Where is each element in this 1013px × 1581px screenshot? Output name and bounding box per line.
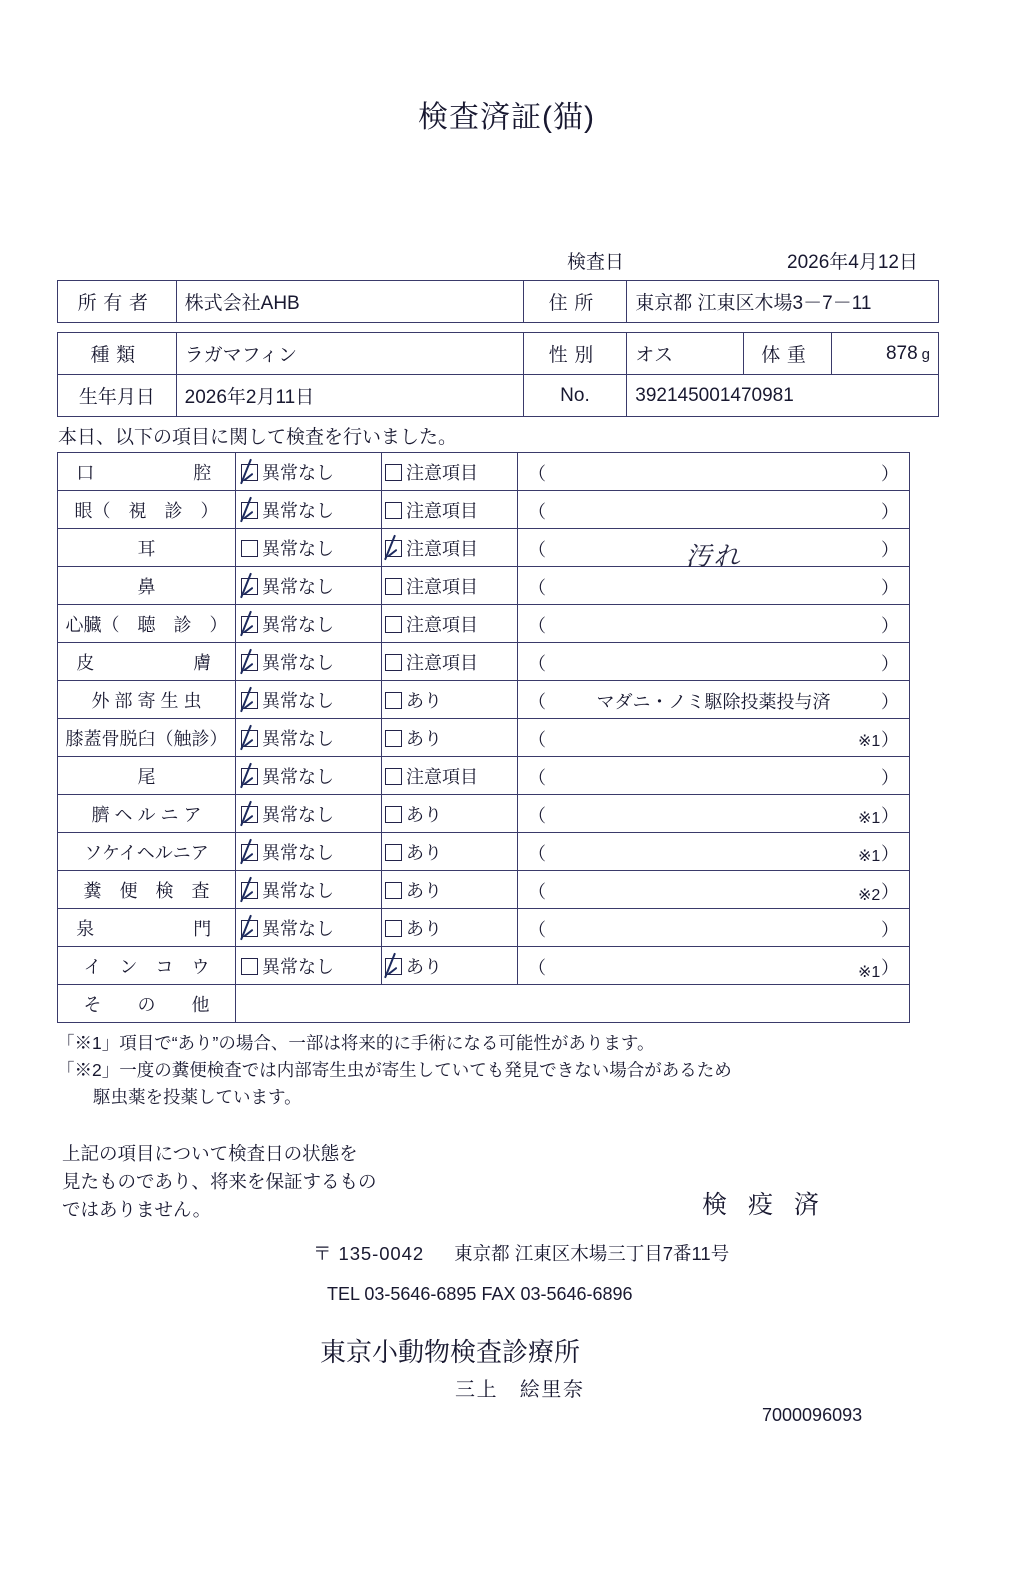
footnote-3: 駆虫薬を投薬しています。 (93, 1087, 302, 1108)
checkbox-label: 異常なし (262, 728, 334, 749)
checkbox-label: あり (406, 880, 442, 901)
checkbox-normal[interactable] (236, 567, 382, 605)
table-row (58, 757, 910, 795)
checkbox-attention[interactable] (382, 719, 518, 757)
checkbox-normal[interactable] (236, 947, 382, 985)
checkbox-attention[interactable] (382, 833, 518, 871)
address-text: 東京都 江東区木場三丁目7番11号 (454, 1243, 730, 1264)
disclaimer (62, 1140, 377, 1223)
checkbox-icon[interactable] (385, 616, 402, 633)
checklist-item-name: 皮 膚 (58, 643, 236, 681)
checkbox-attention[interactable] (382, 643, 518, 681)
paren-left: （ (528, 464, 546, 484)
note-cell[interactable] (518, 871, 910, 909)
checkbox-icon[interactable] (241, 958, 258, 975)
checkbox-label: あり (406, 842, 442, 863)
paren-left: （ (528, 730, 546, 750)
checkbox-label: あり (406, 956, 442, 977)
checkbox-label: 異常なし (262, 880, 334, 901)
footnotes (57, 1030, 732, 1111)
checkbox-icon[interactable] (385, 502, 402, 519)
checkbox-icon[interactable] (241, 920, 258, 937)
checkbox-label: 異常なし (262, 652, 334, 673)
checkbox-label: 異常なし (262, 766, 334, 787)
note-cell[interactable] (518, 643, 910, 681)
table-row (58, 985, 910, 1023)
note-text: 汚れ (685, 542, 742, 572)
paren-right: ） (881, 730, 899, 750)
checklist-item-name: ソケイヘルニア (58, 833, 236, 871)
weight-cell (831, 333, 938, 375)
checkbox-icon[interactable] (241, 882, 258, 899)
table-row (58, 333, 939, 375)
quarantine-stamp: 検 疫 済 (702, 1191, 826, 1219)
checkbox-icon[interactable] (241, 654, 258, 671)
sex-label: 性別 (523, 333, 627, 375)
paren-left: （ (528, 958, 546, 978)
footnote-marker: ※1 (858, 963, 881, 981)
note-cell[interactable] (518, 757, 910, 795)
paren-left: （ (528, 616, 546, 636)
disclaimer-line-2: 見たものであり、将来を保証するもの (62, 1170, 377, 1192)
checkbox-attention[interactable] (382, 567, 518, 605)
table-row (58, 375, 939, 417)
checkbox-icon[interactable] (385, 654, 402, 671)
no-label: No. (523, 375, 627, 417)
table-row (58, 491, 910, 529)
note-cell[interactable] (518, 795, 910, 833)
checkbox-label: 注意項目 (406, 766, 478, 787)
postal-code: 〒 135-0042 (313, 1243, 425, 1264)
checkbox-label: 注意項目 (406, 614, 478, 635)
checkbox-icon[interactable] (385, 730, 402, 747)
checklist-item-name: 泉 門 (58, 909, 236, 947)
paren-left: （ (528, 654, 546, 674)
weight-value: 878 (885, 342, 918, 364)
checkbox-label: あり (406, 918, 442, 939)
table-row (58, 529, 910, 567)
checkbox-label: 注意項目 (406, 576, 478, 597)
checkbox-normal[interactable] (236, 453, 382, 491)
checkbox-attention[interactable] (382, 871, 518, 909)
note-cell[interactable] (518, 605, 910, 643)
exam-date-value: 2026年4月12日 (787, 252, 918, 273)
checkbox-label: 注意項目 (406, 652, 478, 673)
checkbox-icon[interactable] (385, 958, 402, 975)
checkbox-label: 異常なし (262, 576, 334, 597)
table-row (58, 567, 910, 605)
checkbox-normal[interactable] (236, 833, 382, 871)
checkbox-icon[interactable] (385, 768, 402, 785)
footnote-marker: ※1 (858, 848, 881, 865)
checkbox-icon[interactable] (241, 768, 258, 785)
table-row (58, 453, 910, 491)
checkbox-icon[interactable] (241, 844, 258, 861)
footnote-marker: ※2 (858, 886, 881, 904)
checkbox-icon[interactable] (241, 730, 258, 747)
checklist-item-name: そ の 他 (58, 985, 236, 1023)
paren-right: ） (881, 616, 899, 636)
checkbox-label: 異常なし (262, 918, 334, 939)
address-label: 住所 (523, 281, 627, 323)
footnote-marker: ※1 (858, 732, 881, 750)
checkbox-label: あり (406, 690, 442, 711)
page-title: 検査済証(猫) (418, 101, 595, 134)
checkbox-icon[interactable] (385, 540, 402, 557)
table-row (58, 871, 910, 909)
checkbox-icon[interactable] (385, 920, 402, 937)
checkbox-icon[interactable] (385, 578, 402, 595)
clinic-address (313, 1240, 729, 1266)
checklist-item-name: 糞 便 検 査 (58, 871, 236, 909)
note-cell[interactable] (518, 719, 910, 757)
table-row (58, 281, 939, 323)
paren-right: ） (881, 654, 899, 674)
note-cell[interactable] (518, 909, 910, 947)
weight-label: 体重 (744, 333, 832, 375)
checklist-item-name: 尾 (58, 757, 236, 795)
checkbox-icon[interactable] (241, 806, 258, 823)
owner-value: 株式会社AHB (176, 281, 523, 323)
owner-info-table (57, 280, 939, 323)
checklist-item-name: 鼻 (58, 567, 236, 605)
checkbox-icon[interactable] (241, 464, 258, 481)
table-row (58, 719, 910, 757)
checkbox-icon[interactable] (385, 806, 402, 823)
checkbox-icon[interactable] (241, 692, 258, 709)
weight-unit: g (921, 345, 930, 363)
checkbox-attention[interactable] (382, 529, 518, 567)
note-cell[interactable] (518, 681, 910, 719)
checkbox-label: 異常なし (262, 462, 334, 483)
checkbox-icon[interactable] (241, 502, 258, 519)
checkbox-icon[interactable] (385, 844, 402, 861)
checkbox-label: 注意項目 (406, 538, 478, 559)
checkbox-label: 異常なし (262, 804, 334, 825)
checkbox-label: 注意項目 (406, 462, 478, 483)
note-cell[interactable] (518, 833, 910, 871)
checkbox-attention[interactable] (382, 681, 518, 719)
checklist-item-name: 眼（ 視 診 ） (58, 491, 236, 529)
paren-right: ） (881, 540, 899, 560)
animal-info-table (57, 332, 939, 417)
paren-right: ） (881, 502, 899, 522)
table-row (58, 833, 910, 871)
checklist-item-name: 臍 ヘ ル ニ ア (58, 795, 236, 833)
note-cell[interactable] (518, 567, 910, 605)
checklist-item-name: 口 腔 (58, 453, 236, 491)
checkbox-icon[interactable] (241, 540, 258, 557)
paren-right: ） (881, 882, 899, 902)
checkbox-label: 異常なし (262, 690, 334, 711)
checkbox-label: 異常なし (262, 956, 334, 977)
document-number: 7000096093 (762, 1405, 863, 1425)
paren-left: （ (528, 540, 546, 560)
paren-left: （ (528, 578, 546, 598)
paren-right: ） (881, 806, 899, 826)
checkbox-label: 異常なし (262, 538, 334, 559)
checkbox-label: 異常なし (262, 614, 334, 635)
checkbox-attention[interactable] (382, 909, 518, 947)
checkbox-attention[interactable] (382, 605, 518, 643)
checklist-item-name: 膝蓋骨脱臼（触診） (58, 719, 236, 757)
checklist-item-name: 心臓（ 聴 診 ） (58, 605, 236, 643)
checklist-item-name: 外 部 寄 生 虫 (58, 681, 236, 719)
checkbox-label: 注意項目 (406, 500, 478, 521)
checkbox-normal[interactable] (236, 605, 382, 643)
paren-left: （ (528, 502, 546, 522)
checkbox-label: 異常なし (262, 842, 334, 863)
sex-value: オス (627, 333, 744, 375)
paren-left: （ (528, 768, 546, 788)
checkbox-icon[interactable] (241, 616, 258, 633)
table-row (58, 909, 910, 947)
breed-value: ラガマフィン (176, 333, 523, 375)
checkbox-attention[interactable] (382, 453, 518, 491)
checkbox-label: 異常なし (262, 500, 334, 521)
checkbox-icon[interactable] (385, 882, 402, 899)
paren-left: （ (528, 844, 546, 864)
checkbox-normal[interactable] (236, 491, 382, 529)
checkbox-normal[interactable] (236, 909, 382, 947)
clinic-name: 東京小動物検査診療所 (320, 1337, 581, 1367)
checkbox-attention[interactable] (382, 757, 518, 795)
paren-right: ） (881, 844, 899, 864)
paren-left: （ (528, 806, 546, 826)
paren-right: ） (881, 920, 899, 940)
checkbox-normal[interactable] (236, 795, 382, 833)
checkbox-normal[interactable] (236, 871, 382, 909)
checkbox-attention[interactable] (382, 947, 518, 985)
exam-date-label: 検査日 (567, 252, 625, 273)
birth-value: 2026年2月11日 (176, 375, 523, 417)
table-row (58, 643, 910, 681)
checkbox-normal[interactable] (236, 643, 382, 681)
checkbox-normal[interactable] (236, 529, 382, 567)
other-blank-cell[interactable] (236, 985, 910, 1023)
certificate-page (0, 92, 1013, 1581)
address-value: 東京都 江東区木場3－7－11 (627, 281, 939, 323)
checkbox-normal[interactable] (236, 719, 382, 757)
table-row (58, 947, 910, 985)
paren-left: （ (528, 920, 546, 940)
checkbox-icon[interactable] (241, 578, 258, 595)
owner-label: 所有者 (58, 281, 177, 323)
paren-right: ） (881, 958, 899, 978)
checkbox-normal[interactable] (236, 757, 382, 795)
disclaimer-line-1: 上記の項目について検査日の状態を (62, 1143, 358, 1164)
paren-left: （ (528, 692, 546, 712)
checkbox-label: あり (406, 804, 442, 825)
table-row (58, 681, 910, 719)
paren-right: ） (881, 578, 899, 598)
table-row (58, 795, 910, 833)
birth-label: 生年月日 (58, 375, 177, 417)
intro-text: 本日、以下の項目に関して検査を行いました。 (58, 427, 458, 448)
clinic-phone: TEL 03-5646-6895 FAX 03-5646-6896 (327, 1284, 633, 1304)
note-cell[interactable] (518, 529, 910, 572)
checklist-item-name: 耳 (58, 529, 236, 567)
checkbox-label: あり (406, 728, 442, 749)
paren-right: ） (881, 464, 899, 484)
checklist-item-name: イ ン コ ウ (58, 947, 236, 985)
table-row (58, 605, 910, 643)
checkbox-icon[interactable] (385, 464, 402, 481)
checkbox-attention[interactable] (382, 491, 518, 529)
no-value: 392145001470981 (627, 375, 939, 417)
footnote-2: 「※2」一度の糞便検査では内部寄生虫が寄生していても発見できない場合があるため (57, 1060, 732, 1081)
footnote-marker: ※1 (858, 809, 881, 827)
doctor-name: 三上 絵里奈 (455, 1379, 585, 1401)
disclaimer-line-3: ではありません。 (62, 1198, 212, 1220)
checkbox-attention[interactable] (382, 795, 518, 833)
paren-right: ） (881, 692, 899, 712)
note-cell[interactable] (518, 947, 910, 985)
checkbox-normal[interactable] (236, 681, 382, 719)
paren-right: ） (881, 768, 899, 788)
note-cell[interactable] (518, 453, 910, 491)
checkbox-icon[interactable] (385, 692, 402, 709)
note-text: マダニ・ノミ駆除投薬投与済 (596, 692, 831, 712)
breed-label: 種類 (58, 333, 177, 375)
footnote-1: 「※1」項目で“あり”の場合、一部は将来的に手術になる可能性があります。 (57, 1033, 655, 1053)
paren-left: （ (528, 882, 546, 902)
checklist-table (57, 452, 910, 1023)
note-cell[interactable] (518, 491, 910, 529)
